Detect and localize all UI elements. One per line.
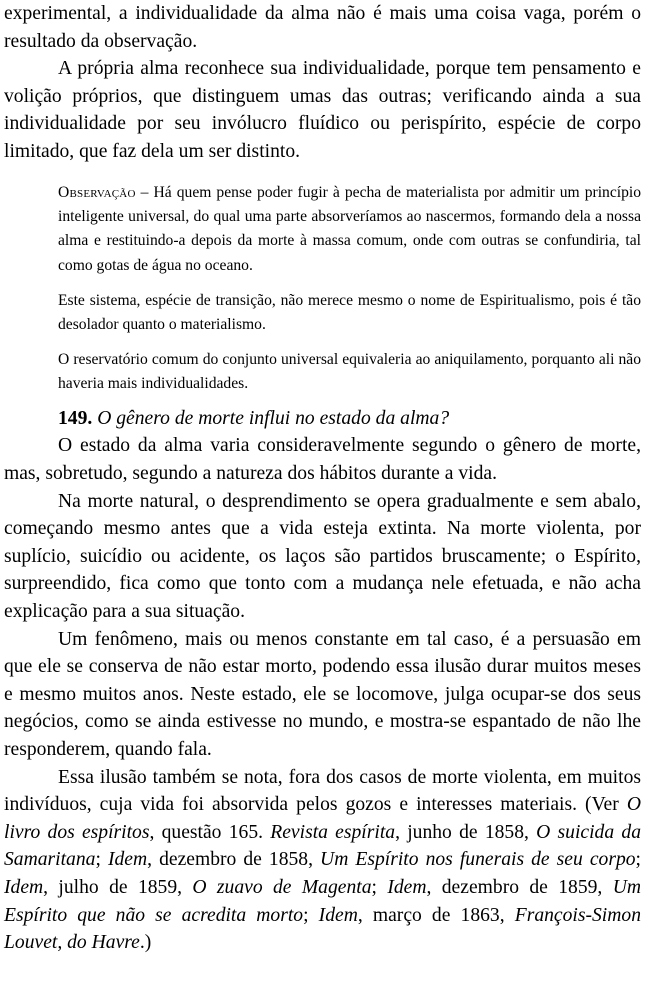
text-run: , questão 165. [149, 821, 271, 843]
article-title: Um Espírito que não se acredita morto [4, 876, 642, 926]
text-run: ; [95, 849, 108, 871]
answer-paragraph-2: Na morte natural, o desprendimento se opera gradualmente e sem abalo, começando mesmo antes que a vida esteja extinta. Na morte violenta, por suplício, suicídio ou acidente, os laços são partidos bruscamente; o Espírito, surpreendido, fica como que tonto com a mudança nele efetuada, e não acha explicação para a sua situação. [4, 490, 641, 622]
article-title: O zuavo de Magenta [192, 876, 372, 898]
note-text-1: Há quem pense poder fugir à pecha de materialista por admitir um princípio inteligente universal, do qual uma parte absorveríamos ao nascermos, formando dela a nossa alma e restituindo-a depois da morte à massa comum, onde com outras se confundiria, tal como gotas de água no oceano. [58, 183, 642, 274]
spacer [4, 397, 641, 405]
question-number: 149. [58, 407, 93, 429]
text-run: ; [371, 876, 388, 898]
question-heading [4, 405, 641, 433]
text-run: , março de 1863, [357, 904, 515, 926]
idem-reference: Idem [387, 876, 427, 898]
note-label: Observação [58, 183, 136, 201]
idem-reference: Idem [318, 904, 358, 926]
answer-paragraph-1: O estado da alma varia consideravelmente segundo o gênero de morte, mas, sobretudo, segundo a natureza dos hábitos durante a vida. [4, 435, 641, 484]
answer-paragraph-4 [4, 764, 641, 957]
text-run: ; [635, 849, 641, 871]
paragraph-continuation: experimental, a individualidade da alma não é mais uma coisa vaga, porém o resultado da observação. [4, 3, 641, 52]
note-paragraph-1 [58, 181, 641, 279]
document-page [4, 0, 641, 957]
article-title: Um Espírito nos funerais de seu corpo [320, 849, 636, 871]
journal-title: Revista espírita [270, 821, 396, 843]
idem-reference: Idem [4, 876, 44, 898]
article-title: François-Simon Louvet, do Havre [4, 904, 641, 954]
text-run: , junho de 1858, [395, 821, 537, 843]
note-dash: – [135, 183, 154, 201]
spacer [4, 166, 641, 181]
text-run: , julho de 1859, [43, 876, 193, 898]
idem-reference: Idem [107, 849, 148, 871]
text-run: .) [139, 932, 152, 954]
paragraph-individuality: A própria alma reconhece sua individualidade, porque tem pensamento e volição próprios, que distinguem umas das outras; verificando ainda a sua individualidade por seu invólucro fluídico ou perispírito, espécie de corpo limitado, que faz dela um ser distinto. [4, 58, 641, 162]
text-run: Essa ilusão também se nota, fora dos casos de morte violenta, em muitos indivíduos, cuja vida foi absorvida pelos gozos e interesses materiais. (Ver [4, 766, 641, 816]
text-run: , dezembro de 1859, [426, 876, 613, 898]
text-run: ; [303, 904, 319, 926]
answer-paragraph-3: Um fenômeno, mais ou menos constante em tal caso, é a persuasão em que ele se conserva de não estar morto, podendo essa ilusão durar muitos meses e mesmo muitos anos. Neste estado, ele se locomove, julga ocupar-se dos seus negócios, como se ainda estivesse no mundo, e mostra-se espantado de não lhe responderem, quando fala. [4, 628, 641, 760]
note-paragraph-3: O reservatório comum do conjunto universal equivaleria ao aniquilamento, porquanto ali não haveria mais individualidades. [58, 351, 641, 393]
question-text: O gênero de morte influi no estado da alma? [97, 407, 450, 429]
note-paragraph-2: Este sistema, espécie de transição, não merece mesmo o nome de Espiritualismo, pois é tão desolador quanto o materialismo. [58, 291, 641, 334]
book-title: O livro dos espíritos [4, 794, 641, 843]
text-run: , dezembro de 1858, [147, 849, 321, 871]
article-title: O suicida da Samaritana [4, 821, 641, 871]
